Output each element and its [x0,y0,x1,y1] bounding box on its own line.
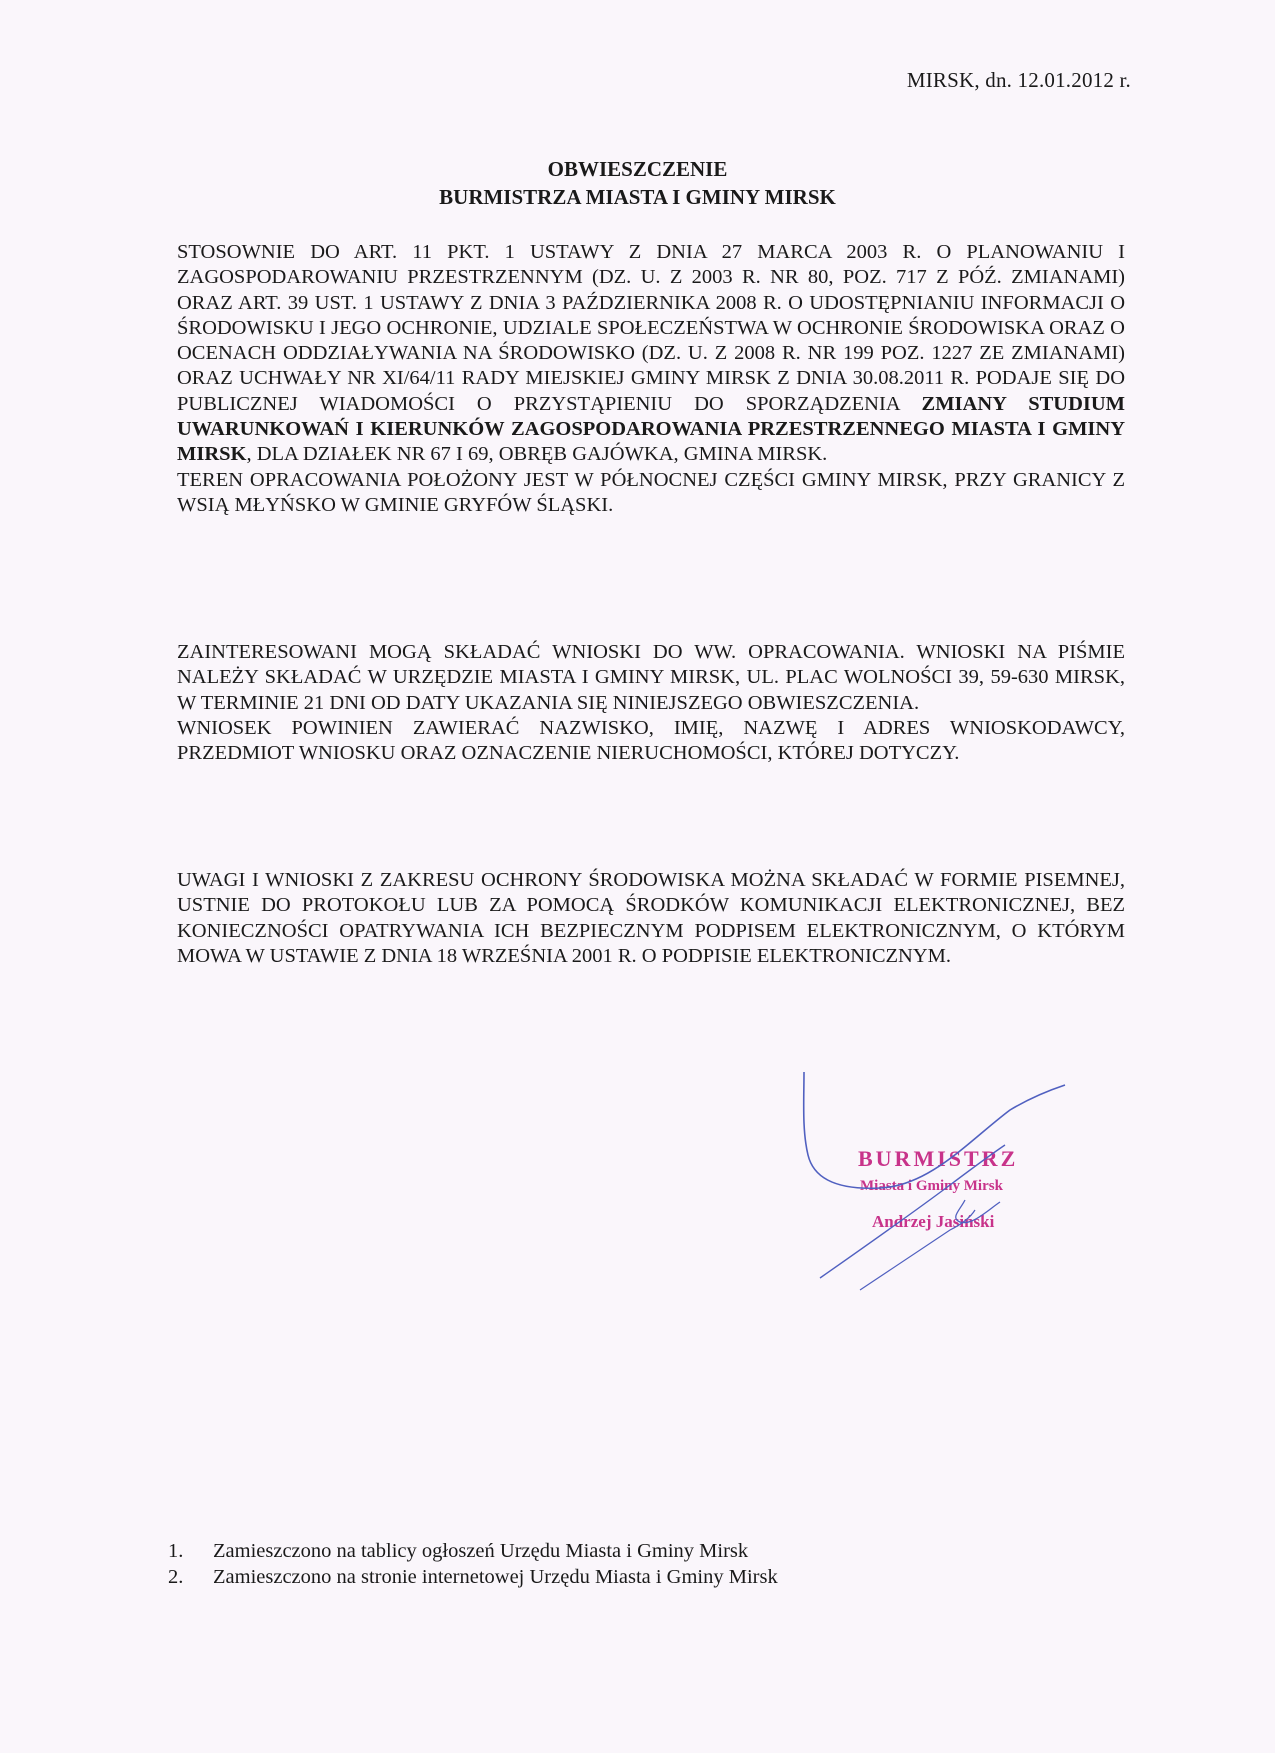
stamp-name: Andrzej Jasiński [872,1212,995,1231]
paragraph-1-text-b: , DLA DZIAŁEK NR 67 I 69, OBRĘB GAJÓWKA, GMINA MIRSK. [246,443,828,466]
list-item-text: Zamieszczono na stronie internetowej Urzędu Miasta i Gminy Mirsk [213,1566,778,1588]
stamp-title: BURMISTRZ [858,1146,1019,1171]
list-item-number: 2. [168,1566,184,1588]
document-title [0,155,1275,211]
paragraph-1-main [177,240,1125,468]
list-item [168,1538,778,1564]
title-line-1: OBWIESZCZENIE [547,157,728,181]
list-item-number: 1. [168,1540,184,1562]
paragraph-3-text: UWAGI I WNIOSKI Z ZAKRESU OCHRONY ŚRODOWISKA MOŻNA SKŁADAĆ W FORMIE PISEMNEJ, USTNIE DO PROTOKOŁU LUB ZA POMOCĄ ŚRODKÓW KOMUNIKACJI ELEKTRONICZNEJ, BEZ KONIECZNOŚCI OPATRYWANIA ICH BEZPIECZNYM PODPISEM ELEKTRONICZNYM, O KTÓRYM MOWA W USTAWIE Z DNIA 18 WRZEŚNIA 2001 R. O PODPISIE ELEKTRONICZNYM. [177,869,1125,967]
distribution-notes [168,1538,778,1590]
list-item-text: Zamieszczono na tablicy ogłoszeń Urzędu Miasta i Gminy Mirsk [213,1540,749,1562]
place-and-date: MIRSK, dn. 12.01.2012 r. [906,68,1131,92]
title-line-2: BURMISTRZA MIASTA I GMINY MIRSK [439,185,836,209]
paragraph-1-location: TEREN OPRACOWANIA POŁOŻONY JEST W PÓŁNOCNEJ CZĘŚCI GMINY MIRSK, PRZY GRANICY Z WSIĄ MŁYŃSKO W GMINIE GRYFÓW ŚLĄSKI. [177,468,1125,516]
paragraph-2-submission: ZAINTERESOWANI MOGĄ SKŁADAĆ WNIOSKI DO WW. OPRACOWANIA. WNIOSKI NA PIŚMIE NALEŻY SKŁADAĆ W URZĘDZIE MIASTA I GMINY MIRSK, UL. PLAC WOLNOŚCI 39, 59-630 MIRSK, W TERMINIE 21 DNI OD DATY UKAZANIA SIĘ NINIEJSZEGO OBWIESZCZENIA. [177,641,1125,714]
paragraph-3 [177,868,1125,969]
paragraph-1-text-a: STOSOWNIE DO ART. 11 PKT. 1 USTAWY Z DNIA 27 MARCA 2003 R. O PLANOWANIU I ZAGOSPODAROWANIU PRZESTRZENNYM (DZ. U. Z 2003 R. NR 80, POZ. 717 Z PÓŹ. ZMIANAMI) ORAZ ART. 39 UST. 1 USTAWY Z DNIA 3 PAŹDZIERNIKA 2008 R. O UDOSTĘPNIANIU INFORMACJI O ŚRODOWISKU I JEGO OCHRONIE, UDZIALE SPOŁECZEŃSTWA W OCHRONIE ŚRODOWISKA ORAZ O OCENACH ODDZIAŁYWANIA NA ŚRODOWISKO (DZ. U. Z 2008 R. NR 199 POZ. 1227 ZE ZMIANAMI) ORAZ UCHWAŁY NR XI/64/11 RADY MIEJSKIEJ GMINY MIRSK Z DNIA 30.08.2011 R. PODAJE SIĘ DO PUBLICZNEJ WIADOMOŚCI O PRZYSTĄPIENIU DO SPORZĄDZENIA [177,241,1125,415]
stamp-office: Miasta i Gminy Mirsk [860,1178,1003,1194]
list-item [168,1564,778,1590]
paragraph-1-bold-subject: ZMIANY STUDIUM UWARUNKOWAŃ I KIERUNKÓW ZAGOSPODAROWANIA PRZESTRZENNEGO MIASTA I GMINY MIRSK [177,392,1126,466]
paragraph-2 [177,640,1125,766]
handwritten-signature [800,1060,1100,1300]
paragraph-2-requirements: WNIOSEK POWINIEN ZAWIERAĆ NAZWISKO, IMIĘ, NAZWĘ I ADRES WNIOSKODAWCY, PRZEDMIOT WNIOSKU ORAZ OZNACZENIE NIERUCHOMOŚCI, KTÓREJ DOTYCZY. [177,716,1125,765]
paragraph-1 [177,240,1125,518]
